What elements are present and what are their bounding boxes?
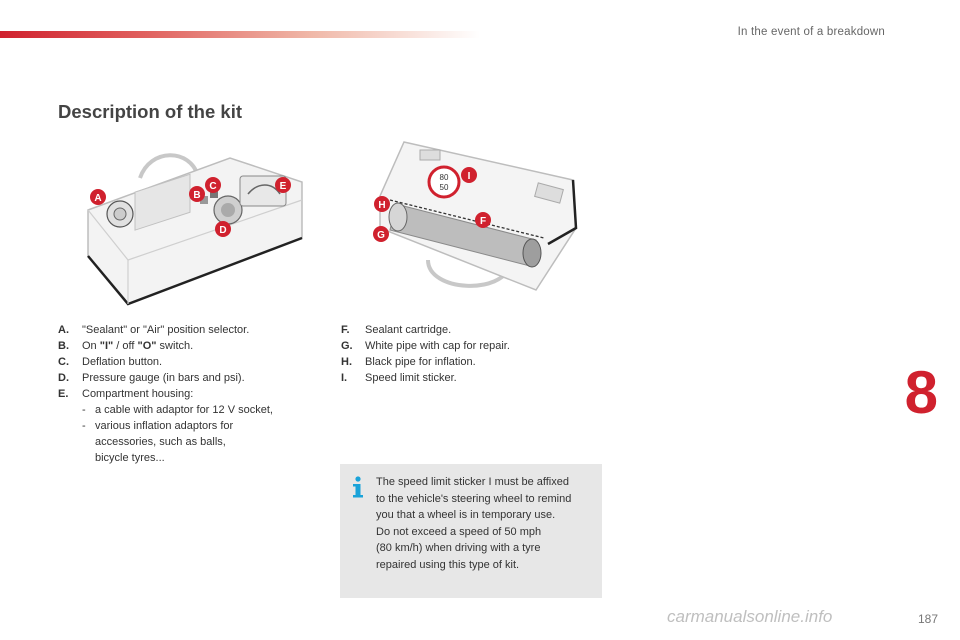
svg-text:80: 80 <box>439 173 449 182</box>
svg-text:50: 50 <box>439 183 449 192</box>
callout-d <box>215 221 231 237</box>
info-text: The speed limit sticker I must be affixed to the vehicle's steering wheel to remind you that a wheel is in temporary use. Do not exceed a speed of 50 mph (80 km/h) when driving with a tyre repaired using this type of kit. <box>376 476 572 571</box>
callout-h <box>374 196 390 212</box>
callout-e <box>275 177 291 193</box>
svg-text:E: E <box>279 181 287 192</box>
watermark: carmanualsonline.info <box>667 607 833 626</box>
cartridge-illustration <box>368 140 583 295</box>
svg-text:F: F <box>479 216 487 227</box>
components-list-right <box>341 322 601 386</box>
info-icon <box>350 476 366 498</box>
svg-text:I: I <box>467 171 471 182</box>
speed-sticker-icon <box>429 167 459 197</box>
callout-f <box>475 212 491 228</box>
info-box <box>340 464 602 598</box>
svg-text:H: H <box>378 200 386 211</box>
section-header: In the event of a breakdown <box>737 26 885 38</box>
components-list-left <box>58 322 318 466</box>
list-item-b: B. On "I" / off "O" switch. <box>58 340 194 352</box>
svg-text:B: B <box>193 190 201 201</box>
svg-text:C: C <box>209 181 217 192</box>
sub-item-cable: - a cable with adaptor for 12 V socket, <box>82 404 273 416</box>
list-item-e: E. Compartment housing: <box>58 388 194 400</box>
callout-c <box>205 177 221 193</box>
chapter-number: 8 <box>904 359 938 426</box>
list-item-d: D. Pressure gauge (in bars and psi). <box>58 372 245 384</box>
list-item-g: G. White pipe with cap for repair. <box>341 340 510 352</box>
list-item-h: H. Black pipe for inflation. <box>341 356 476 368</box>
callout-a <box>90 189 106 205</box>
callout-g <box>373 226 389 242</box>
page-title: Description of the kit <box>58 101 242 122</box>
list-item-c: C. Deflation button. <box>58 356 163 368</box>
list-item-i: I. Speed limit sticker. <box>341 372 457 384</box>
list-item-a: A. "Sealant" or "Air" position selector. <box>58 324 250 336</box>
svg-text:G: G <box>377 230 385 241</box>
callout-b <box>189 186 205 202</box>
compressor-illustration <box>80 148 310 310</box>
section-color-bar <box>0 31 480 38</box>
callout-i <box>461 167 477 183</box>
page-number: 187 <box>917 612 938 626</box>
svg-text:D: D <box>219 225 227 236</box>
svg-text:A: A <box>94 193 102 204</box>
sub-item-adaptors: - various inflation adaptors for accessories, such as balls, bicycle tyres... <box>82 420 234 464</box>
list-item-f: F. Sealant cartridge. <box>341 324 452 336</box>
